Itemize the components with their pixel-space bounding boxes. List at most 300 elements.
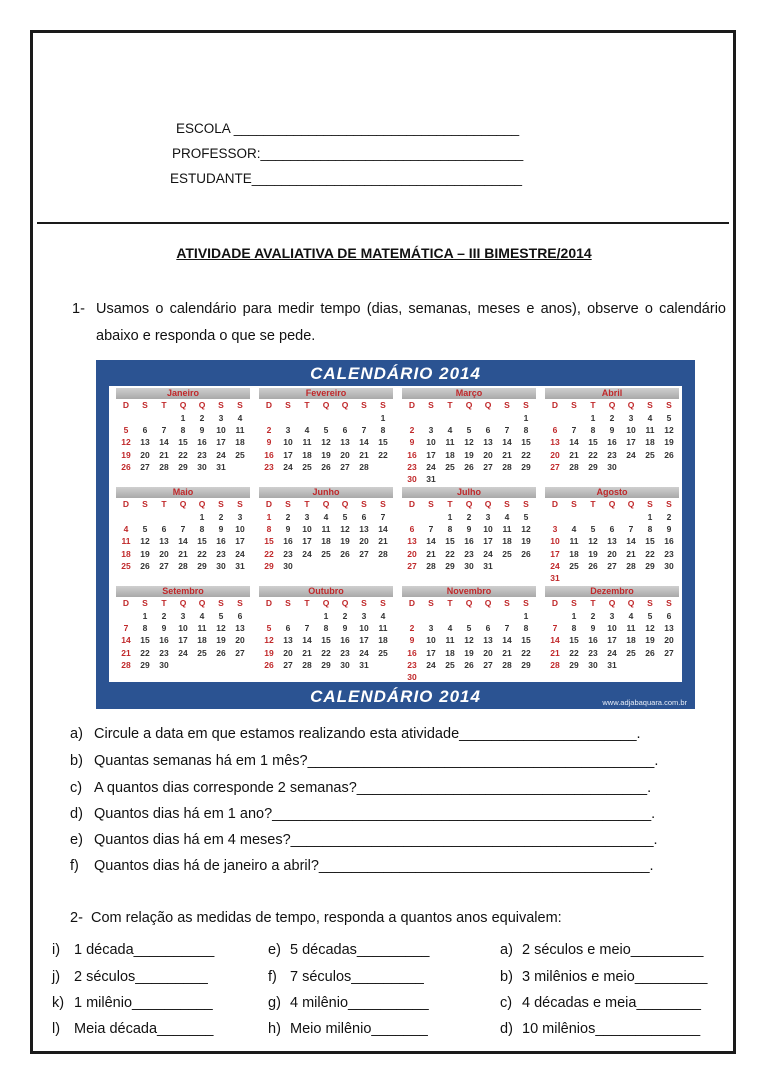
calendar-day: 17 (359, 635, 369, 646)
calendar-day: 4 (380, 611, 386, 621)
calendar-day: 22 (645, 548, 655, 559)
calendar-day: 18 (569, 548, 579, 559)
calendar-day: 13 (159, 536, 169, 547)
weekday-label: S (647, 499, 653, 509)
conversion-text: 7 séculos_________ (290, 969, 424, 985)
sub-question-letter: d) (70, 806, 83, 822)
calendar-day: 12 (464, 437, 474, 448)
sub-question-text: Quantas semanas há em 1 mês?___________________________________________. (94, 753, 659, 769)
calendar-day: 25 (645, 449, 655, 460)
calendar-grid (109, 386, 682, 682)
calendar-day: 12 (645, 623, 655, 634)
calendar-day: 10 (607, 623, 617, 634)
calendar-day: 27 (340, 461, 350, 472)
calendar-day: 30 (197, 461, 207, 472)
conversion-text: 5 décadas_________ (290, 942, 430, 958)
weekday-label: D (122, 499, 130, 509)
calendar-day: 21 (359, 449, 369, 460)
calendar-day: 3 (285, 425, 291, 436)
calendar-day: 13 (664, 623, 674, 634)
calendar-day: 27 (140, 461, 150, 472)
calendar-day: 20 (483, 647, 493, 658)
calendar-day: 1 (266, 512, 272, 522)
sub-question-letter: e) (70, 832, 83, 848)
calendar-day: 28 (359, 461, 369, 472)
calendar-day: 20 (664, 635, 674, 646)
calendar-day: 6 (409, 524, 415, 535)
escola-field: ESCOLA ______________________________________ (176, 121, 520, 136)
weekday-label: S (361, 598, 367, 608)
calendar-day: 7 (504, 425, 510, 436)
sub-question-c (70, 780, 651, 796)
conversion-letter: j) (52, 969, 61, 985)
weekday-label: T (590, 499, 596, 509)
weekday-label: Q (198, 598, 206, 608)
calendar-day: 18 (645, 437, 655, 448)
calendar-day: 25 (321, 548, 331, 559)
calendar-day: 11 (502, 524, 512, 535)
calendar-day: 19 (664, 437, 674, 448)
month-name: Julho (402, 487, 536, 498)
weekday-label: Q (608, 499, 616, 509)
calendar-day: 22 (588, 449, 598, 460)
calendar-day: 26 (588, 560, 598, 571)
calendar-day: 11 (197, 623, 207, 634)
estudante-field: ESTUDANTE____________________________________ (170, 171, 523, 186)
conversion-letter: a) (500, 942, 513, 958)
conversion-letter: k) (52, 995, 65, 1011)
weekday-label: S (380, 499, 386, 509)
calendar-day: 9 (199, 425, 205, 436)
calendar-day: 28 (569, 461, 579, 472)
calendar-day: 16 (159, 635, 169, 646)
weekday-label: D (265, 499, 273, 509)
calendar-day: 7 (571, 425, 577, 436)
calendar-day: 5 (342, 512, 348, 522)
calendar-day: 4 (199, 611, 205, 621)
sub-question-text: Quantos dias há em 1 ano?_______________________________________________. (94, 806, 656, 822)
weekday-label: S (237, 400, 243, 410)
calendar-day: 2 (666, 512, 672, 522)
calendar-day: 16 (664, 536, 674, 547)
calendar-day: 28 (502, 461, 512, 472)
calendar-day: 2 (218, 512, 224, 522)
calendar-day: 23 (283, 548, 293, 559)
weekday-label: S (380, 598, 386, 608)
weekday-label: S (571, 499, 577, 509)
month-name: Janeiro (116, 388, 250, 399)
weekday-label: Q (484, 499, 492, 509)
weekday-label: S (218, 499, 224, 509)
calendar-day: 27 (483, 659, 493, 670)
conversion-l (52, 1021, 213, 1037)
calendar-day: 22 (445, 548, 455, 559)
calendar-day: 20 (235, 635, 245, 646)
weekday-label: T (590, 598, 596, 608)
calendar-day: 28 (378, 548, 388, 559)
calendar-day: 3 (361, 611, 367, 621)
calendar-day: 28 (302, 659, 312, 670)
calendar-day: 26 (464, 461, 474, 472)
weekday-label: S (647, 598, 653, 608)
calendar-day: 27 (235, 647, 245, 658)
calendar-day: 30 (407, 672, 417, 682)
conversion-text: 1 década__________ (74, 942, 215, 958)
weekday-label: D (551, 400, 559, 410)
calendar-day: 29 (140, 659, 150, 670)
calendar-day: 16 (264, 449, 274, 460)
calendar-day: 10 (550, 536, 560, 547)
weekday-label: S (571, 598, 577, 608)
calendar-day: 29 (264, 560, 274, 571)
calendar-day: 15 (588, 437, 598, 448)
weekday-label: Q (627, 400, 635, 410)
weekday-label: T (447, 400, 453, 410)
question-2-number: 2- (70, 910, 83, 926)
calendar-day: 1 (590, 413, 596, 423)
calendar-day: 19 (521, 536, 531, 547)
calendar-day: 8 (523, 623, 529, 634)
calendar-day: 31 (483, 560, 493, 571)
calendar-day: 19 (121, 449, 131, 460)
calendar-day: 21 (502, 647, 512, 658)
calendar-day: 17 (483, 536, 493, 547)
weekday-label: S (428, 598, 434, 608)
weekday-label: S (285, 400, 291, 410)
calendar-day: 8 (266, 524, 272, 535)
page-title: ATIVIDADE AVALIATIVA DE MATEMÁTICA – III BIMESTRE/2014 (176, 245, 592, 261)
calendar-day: 27 (607, 560, 617, 571)
conversion-k (52, 995, 213, 1011)
calendar-day: 10 (235, 524, 245, 535)
calendar-day: 25 (378, 647, 388, 658)
calendar-day: 2 (590, 611, 596, 621)
calendar-day: 2 (409, 425, 415, 436)
month-name: Junho (259, 487, 393, 498)
calendar-day: 21 (378, 536, 388, 547)
calendar-day: 14 (378, 524, 388, 535)
calendar-day: 1 (523, 611, 529, 621)
calendar-day: 31 (216, 461, 226, 472)
calendar-day: 19 (264, 647, 274, 658)
calendar-day: 21 (550, 647, 560, 658)
calendar-day: 26 (121, 461, 131, 472)
calendar-day: 9 (342, 623, 348, 634)
calendar-day: 21 (569, 449, 579, 460)
calendar-day: 13 (607, 536, 617, 547)
calendar-day: 29 (569, 659, 579, 670)
calendar-day: 10 (426, 635, 436, 646)
sub-question-text: Circule a data em que estamos realizando esta atividade______________________. (94, 726, 641, 742)
calendar-day: 10 (216, 425, 226, 436)
calendar-day: 27 (283, 659, 293, 670)
calendar-day: 3 (428, 623, 434, 634)
calendar-day: 19 (321, 449, 331, 460)
calendar-day: 3 (552, 524, 558, 535)
calendar-day: 14 (302, 635, 312, 646)
weekday-label: S (142, 400, 148, 410)
month-name: Agosto (545, 487, 679, 498)
calendar-day: 20 (483, 449, 493, 460)
conversion-e (268, 942, 430, 958)
calendar-day: 5 (123, 425, 129, 436)
weekday-label: S (647, 400, 653, 410)
calendar-day: 25 (197, 647, 207, 658)
calendar-day: 6 (666, 611, 672, 621)
calendar-day: 17 (426, 647, 436, 658)
calendar-day: 14 (626, 536, 636, 547)
calendar-day: 17 (216, 437, 226, 448)
weekday-label: Q (198, 400, 206, 410)
calendar-day: 23 (607, 449, 617, 460)
weekday-label: Q (198, 499, 206, 509)
conversion-b (500, 969, 707, 985)
conversion-d (500, 1021, 700, 1037)
calendar-day: 2 (342, 611, 348, 621)
month-name: Novembro (402, 586, 536, 597)
weekday-label: D (122, 400, 130, 410)
calendar-day: 26 (521, 548, 531, 559)
calendar-day: 11 (302, 437, 312, 448)
calendar-day: 12 (216, 623, 226, 634)
calendar-day: 1 (142, 611, 148, 621)
calendar-day: 11 (378, 623, 388, 634)
calendar-day: 16 (283, 536, 293, 547)
calendar-day: 9 (666, 524, 672, 535)
month-name: Março (402, 388, 536, 399)
calendar-day: 2 (285, 512, 291, 522)
calendar-day: 12 (321, 437, 331, 448)
calendar-day: 26 (464, 659, 474, 670)
calendar-day: 5 (266, 623, 272, 634)
calendar-day: 23 (464, 548, 474, 559)
calendar-day: 1 (199, 512, 205, 522)
weekday-label: S (218, 400, 224, 410)
weekday-label: S (285, 598, 291, 608)
weekday-label: T (447, 598, 453, 608)
weekday-label: S (428, 400, 434, 410)
calendar-day: 27 (550, 461, 560, 472)
calendar-day: 17 (235, 536, 245, 547)
weekday-label: S (380, 400, 386, 410)
calendar-day: 12 (340, 524, 350, 535)
calendar-day: 28 (502, 659, 512, 670)
calendar-day: 22 (521, 647, 531, 658)
calendar-day: 31 (607, 659, 617, 670)
conversion-a (500, 942, 703, 958)
calendar-day: 17 (550, 548, 560, 559)
sub-question-b (70, 753, 658, 769)
calendar-day: 3 (628, 413, 634, 423)
calendar-day: 4 (323, 512, 329, 522)
calendar-day: 25 (302, 461, 312, 472)
professor-field: PROFESSOR:___________________________________ (172, 146, 524, 161)
conversion-letter: e) (268, 942, 281, 958)
calendar-day: 8 (380, 425, 386, 436)
calendar-day: 19 (340, 536, 350, 547)
calendar-day: 26 (321, 461, 331, 472)
calendar-day: 3 (304, 512, 310, 522)
calendar-day: 29 (197, 560, 207, 571)
month-março (399, 386, 539, 482)
calendar-day: 4 (447, 623, 453, 634)
conversion-text: 10 milênios_____________ (522, 1021, 701, 1037)
calendar-day: 30 (464, 560, 474, 571)
month-maio (113, 485, 253, 581)
calendar-day: 26 (264, 659, 274, 670)
calendar-day: 23 (197, 449, 207, 460)
weekday-label: D (122, 598, 130, 608)
calendar-day: 21 (159, 449, 169, 460)
question-1-number: 1- (72, 301, 85, 317)
calendar-day: 30 (340, 659, 350, 670)
conversion-f (268, 969, 424, 985)
calendar-day: 25 (121, 560, 131, 571)
weekday-label: S (666, 598, 672, 608)
calendar-day: 5 (647, 611, 653, 621)
calendar-day: 25 (235, 449, 245, 460)
month-dezembro (542, 584, 682, 680)
weekday-label: S (428, 499, 434, 509)
calendar-day: 21 (426, 548, 436, 559)
calendar-day: 8 (180, 425, 186, 436)
calendar-day: 2 (199, 413, 205, 423)
calendar-day: 13 (359, 524, 369, 535)
weekday-label: S (504, 400, 510, 410)
calendar-day: 29 (645, 560, 655, 571)
calendar-day: 19 (588, 548, 598, 559)
sub-question-letter: f) (70, 858, 79, 874)
sub-question-letter: b) (70, 753, 83, 769)
calendar-day: 10 (178, 623, 188, 634)
calendar-day: 18 (121, 548, 131, 559)
calendar-day: 4 (504, 512, 510, 522)
weekday-label: Q (608, 400, 616, 410)
calendar-day: 4 (628, 611, 634, 621)
calendar-day: 9 (218, 524, 224, 535)
conversion-letter: g) (268, 995, 281, 1011)
calendar-day: 6 (552, 425, 558, 436)
calendar-day: 17 (178, 635, 188, 646)
conversion-text: 4 décadas e meia________ (522, 995, 701, 1011)
calendar-day: 6 (342, 425, 348, 436)
conversion-g (268, 995, 429, 1011)
calendar-day: 5 (466, 623, 472, 634)
calendar-image (96, 360, 695, 709)
calendar-day: 12 (140, 536, 150, 547)
weekday-label: Q (179, 400, 187, 410)
weekday-label: T (161, 400, 167, 410)
calendar-day: 12 (521, 524, 531, 535)
calendar-day: 16 (464, 536, 474, 547)
weekday-label: Q (322, 400, 330, 410)
weekday-label: Q (465, 400, 473, 410)
calendar-day: 7 (123, 623, 129, 634)
calendar-day: 21 (626, 548, 636, 559)
calendar-day: 18 (321, 536, 331, 547)
calendar-day: 22 (569, 647, 579, 658)
calendar-day: 16 (340, 635, 350, 646)
calendar-day: 14 (178, 536, 188, 547)
weekday-label: Q (627, 598, 635, 608)
calendar-day: 7 (504, 623, 510, 634)
calendar-day: 6 (485, 425, 491, 436)
calendar-day: 3 (218, 413, 224, 423)
calendar-day: 23 (264, 461, 274, 472)
weekday-label: S (523, 499, 529, 509)
calendar-day: 14 (502, 635, 512, 646)
sub-question-f (70, 858, 654, 874)
weekday-label: Q (341, 598, 349, 608)
weekday-label: S (142, 499, 148, 509)
calendar-day: 5 (523, 512, 529, 522)
conversion-letter: i) (52, 942, 61, 958)
calendar-day: 8 (571, 623, 577, 634)
weekday-label: Q (465, 499, 473, 509)
calendar-day: 24 (607, 647, 617, 658)
calendar-day: 11 (626, 623, 636, 634)
calendar-day: 21 (502, 449, 512, 460)
calendar-day: 25 (445, 461, 455, 472)
calendar-day: 8 (523, 425, 529, 436)
calendar-day: 7 (380, 512, 386, 522)
calendar-day: 22 (264, 548, 274, 559)
calendar-day: 24 (426, 461, 436, 472)
question-2 (70, 910, 562, 926)
calendar-day: 24 (283, 461, 293, 472)
calendar-day: 3 (237, 512, 243, 522)
calendar-day: 28 (178, 560, 188, 571)
weekday-label: Q (465, 598, 473, 608)
calendar-day: 15 (378, 437, 388, 448)
calendar-day: 16 (607, 437, 617, 448)
calendar-day: 31 (359, 659, 369, 670)
sub-question-d (70, 806, 655, 822)
conversion-j (52, 969, 208, 985)
calendar-day: 27 (359, 548, 369, 559)
month-novembro (399, 584, 539, 680)
calendar-day: 30 (588, 659, 598, 670)
weekday-label: D (265, 598, 273, 608)
weekday-label: Q (341, 400, 349, 410)
weekday-label: S (504, 499, 510, 509)
calendar-day: 30 (216, 560, 226, 571)
weekday-label: S (218, 598, 224, 608)
conversion-text: 2 séculos e meio_________ (522, 942, 704, 958)
weekday-label: Q (322, 598, 330, 608)
calendar-day: 14 (426, 536, 436, 547)
conversion-letter: c) (500, 995, 513, 1011)
calendar-day: 24 (178, 647, 188, 658)
calendar-day: 19 (645, 635, 655, 646)
month-outubro (256, 584, 396, 680)
weekday-label: Q (627, 499, 635, 509)
calendar-day: 13 (407, 536, 417, 547)
conversion-letter: h) (268, 1021, 281, 1037)
calendar-day: 20 (340, 449, 350, 460)
calendar-day: 24 (483, 548, 493, 559)
calendar-day: 31 (235, 560, 245, 571)
calendar-day: 11 (445, 437, 455, 448)
calendar-day: 27 (407, 560, 417, 571)
month-name: Maio (116, 487, 250, 498)
month-junho (256, 485, 396, 581)
calendar-day: 15 (178, 437, 188, 448)
calendar-day: 5 (142, 524, 148, 535)
calendar-day: 17 (607, 635, 617, 646)
calendar-day: 25 (626, 647, 636, 658)
weekday-label: S (666, 499, 672, 509)
